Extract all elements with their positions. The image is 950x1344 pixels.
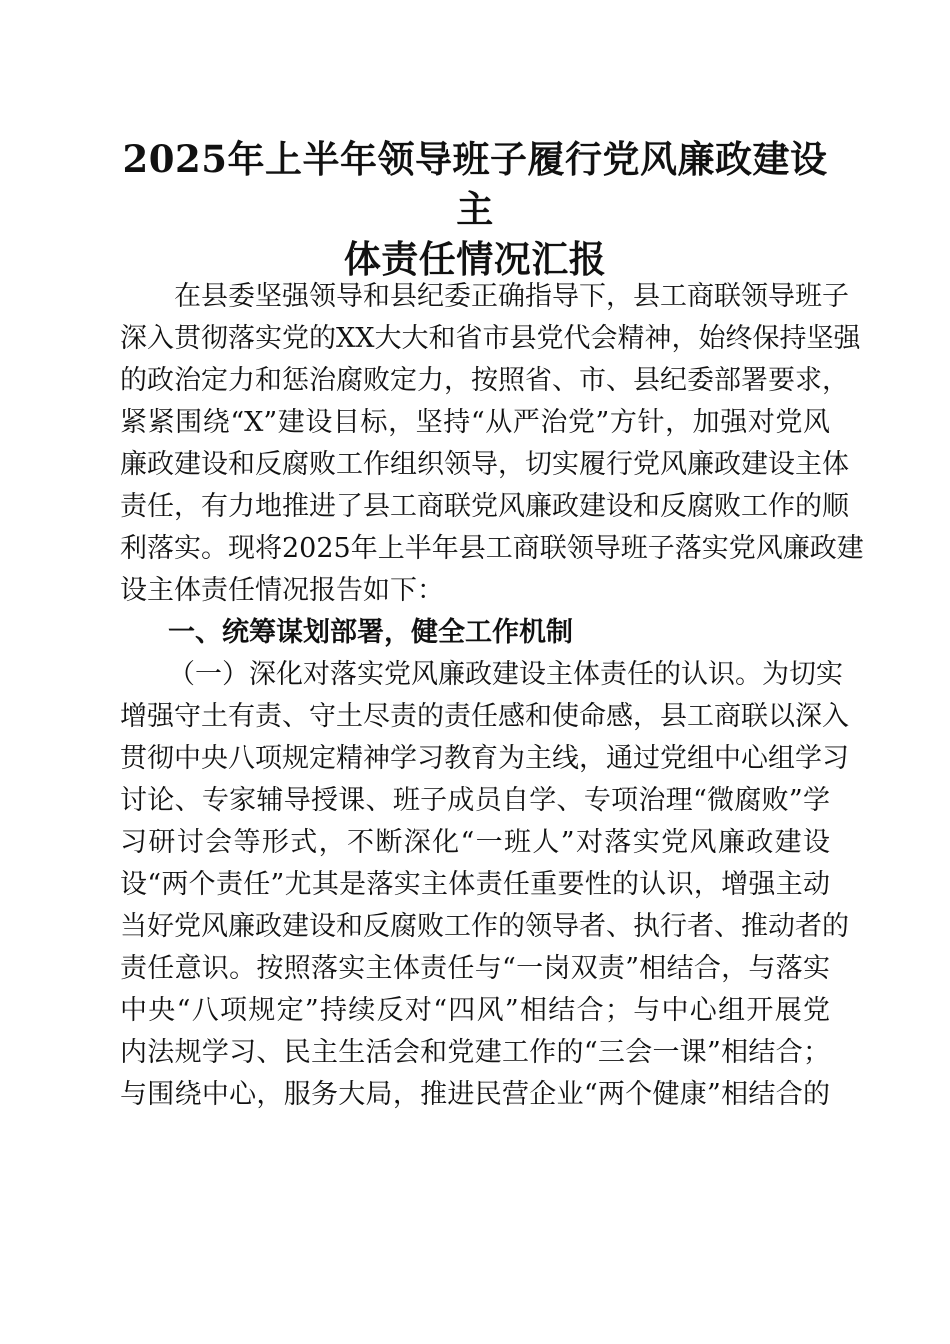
paragraph-line: 习研讨会等形式，不断深化“一班人”对落实党风廉政建设 xyxy=(120,827,830,858)
paragraph-line: 设主体责任情况报告如下： xyxy=(120,575,444,606)
paragraph-line: 讨论、专家辅导授课、班子成员自学、专项治理“微腐败”学 xyxy=(120,785,830,816)
paragraph-line: 在县委坚强领导和县纪委正确指导下，县工商联领导班子 xyxy=(174,281,849,312)
paragraph-line: 内法规学习、民主生活会和党建工作的“三会一课”相结合； xyxy=(120,1037,830,1068)
paragraph-line: 增强守土有责、守土尽责的责任感和使命感，县工商联以深入 xyxy=(120,701,849,732)
document-title xyxy=(120,134,830,284)
section-heading: 一、统筹谋划部署，健全工作机制 xyxy=(168,617,573,648)
paragraph-line: 利落实。现将2025年上半年县工商联领导班子落实党风廉政建 xyxy=(120,533,864,564)
title-line-2: 体责任情况汇报 xyxy=(343,237,607,281)
paragraph-line: 设“两个责任”尤其是落实主体责任重要性的认识，增强主动 xyxy=(120,869,830,900)
paragraph-line: 廉政建设和反腐败工作组织领导，切实履行党风廉政建设主体 xyxy=(120,449,849,480)
paragraph-line: 责任意识。按照落实主体责任与“一岗双责”相结合，与落实 xyxy=(120,953,830,984)
title-line-1: 2025年上半年领导班子履行党风廉政建设主 xyxy=(122,137,828,231)
paragraph-line: 深入贯彻落实党的XX大大和省市县党代会精神，始终保持坚强 xyxy=(120,323,861,354)
paragraph-line: 的政治定力和惩治腐败定力，按照省、市、县纪委部署要求， xyxy=(120,365,849,396)
paragraph-line: 贯彻中央八项规定精神学习教育为主线，通过党组中心组学习 xyxy=(120,743,849,774)
paragraph-line: 紧紧围绕“X”建设目标，坚持“从严治党”方针，加强对党风 xyxy=(120,407,830,438)
paragraph-line: 当好党风廉政建设和反腐败工作的领导者、执行者、推动者的 xyxy=(120,911,849,942)
paragraph-line: （一）深化对落实党风廉政建设主体责任的认识。为切实 xyxy=(168,659,843,690)
paragraph-line: 责任，有力地推进了县工商联党风廉政建设和反腐败工作的顺 xyxy=(120,491,849,522)
document-body xyxy=(120,276,864,1116)
paragraph-line: 中央“八项规定”持续反对“四风”相结合；与中心组开展党 xyxy=(120,995,830,1026)
paragraph-line: 与围绕中心，服务大局，推进民营企业“两个健康”相结合的 xyxy=(120,1079,830,1110)
